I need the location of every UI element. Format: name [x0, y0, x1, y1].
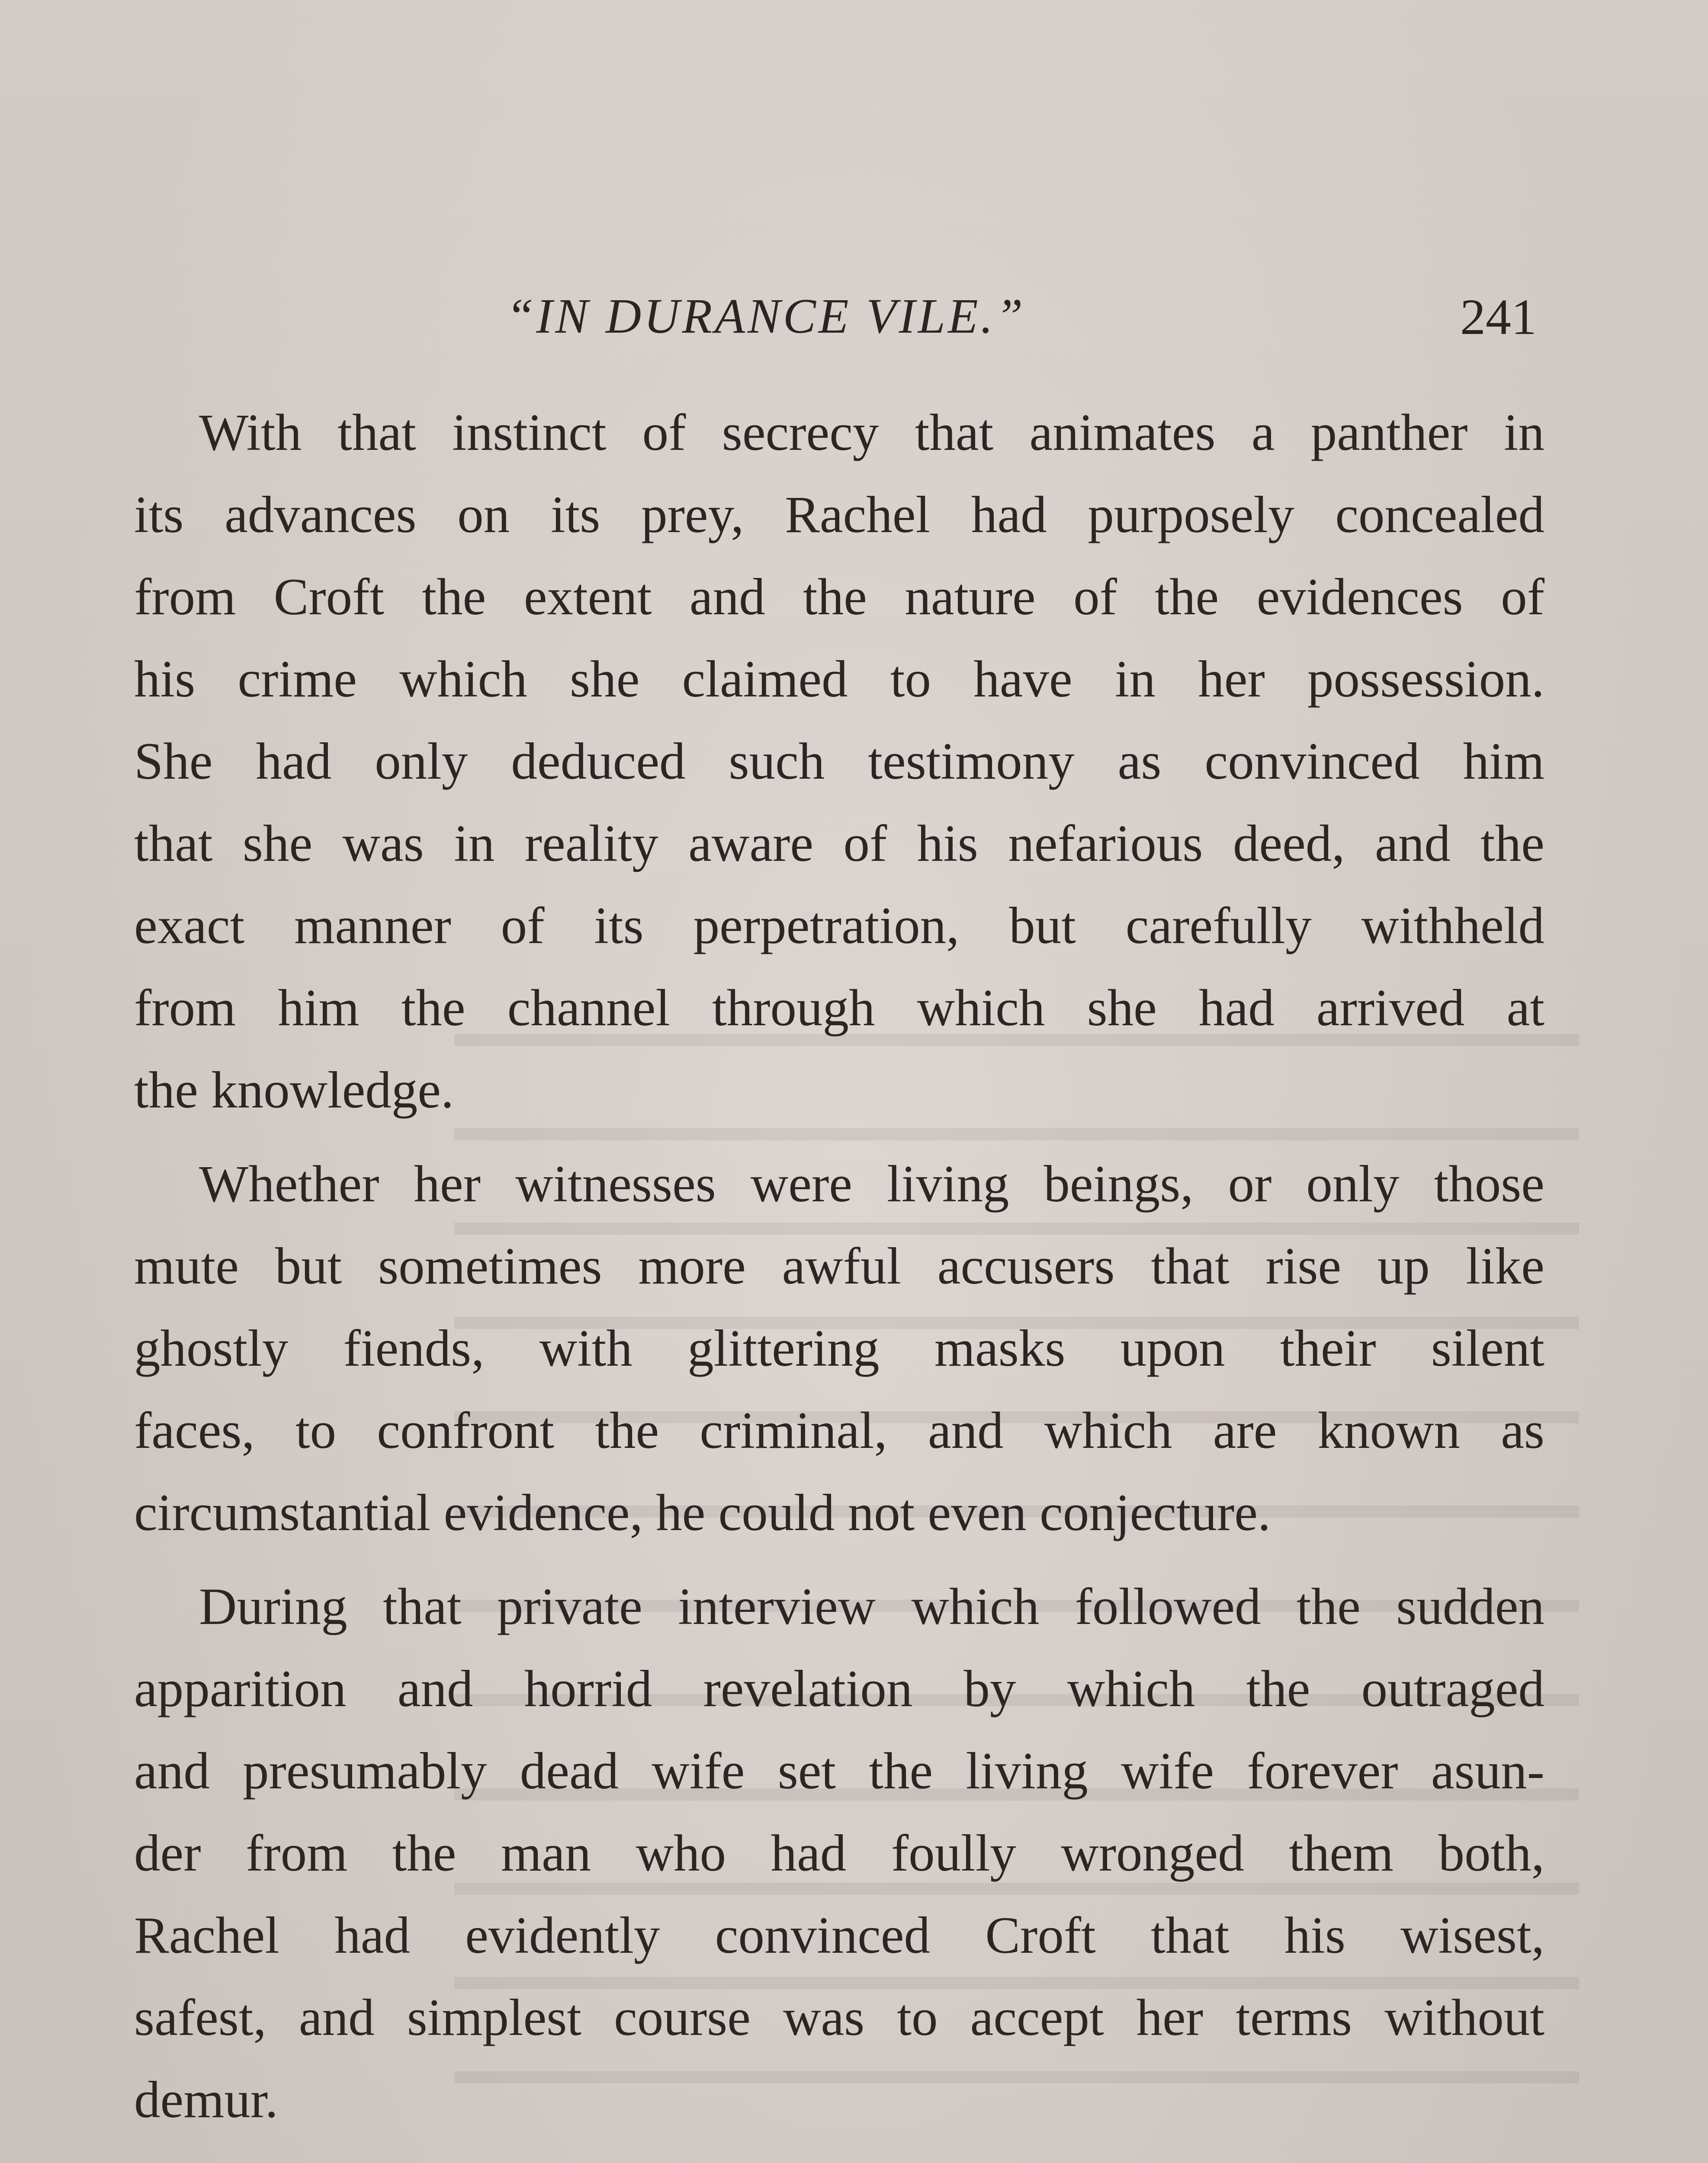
text-line: his crime which she claimed to have in her possession.: [134, 650, 1544, 708]
text-line: der from the man who had foully wronged them both,: [134, 1824, 1544, 1882]
paragraph: [134, 1143, 1544, 1554]
paragraph: [134, 2153, 1544, 2163]
page-number: 241: [1460, 289, 1537, 345]
running-title: “IN DURANCE VILE.”: [506, 289, 1026, 343]
text-line: Rachel had evidently convinced Croft that his wisest,: [134, 1906, 1544, 1964]
text-line: mute but sometimes more awful accusers that rise up like: [134, 1237, 1544, 1295]
text-line: the knowledge.: [134, 1061, 454, 1119]
text-line: She had only deduced such testimony as convinced him: [134, 732, 1544, 790]
text-line: its advances on its prey, Rachel had purposely concealed: [134, 486, 1544, 544]
text-line: demur.: [134, 2071, 278, 2129]
text-line: exact manner of its perpetration, but carefully withheld: [134, 897, 1544, 955]
text-line: safest, and simplest course was to accept her terms without: [134, 1989, 1544, 2047]
text-line: that she was in reality aware of his nefarious deed, and the: [134, 815, 1544, 873]
text-line: [134, 2153, 1544, 2163]
text-line: Whether her witnesses were living beings, or only those: [199, 1155, 1544, 1213]
text-line: During that private interview which followed the sudden: [199, 1578, 1544, 1636]
body-text: [134, 392, 1544, 2163]
text-line: from him the channel through which she had arrived at: [134, 979, 1544, 1037]
text-line: With that instinct of secrecy that animates a panther in: [199, 404, 1544, 462]
text-line: ghostly fiends, with glittering masks upon their silent: [134, 1319, 1544, 1377]
text-line: and presumably dead wife set the living wife forever asun-: [134, 1742, 1544, 1800]
running-head: [0, 283, 1708, 370]
text-line: from Croft the extent and the nature of the evidences of: [134, 568, 1544, 626]
text-line: faces, to confront the criminal, and which are known as: [134, 1402, 1544, 1460]
text-line: circumstantial evidence, he could not even conjecture.: [134, 1484, 1271, 1542]
paragraph: [134, 392, 1544, 1131]
paragraph: [134, 1566, 1544, 2141]
text-line: apparition and horrid revelation by which the outraged: [134, 1660, 1544, 1718]
